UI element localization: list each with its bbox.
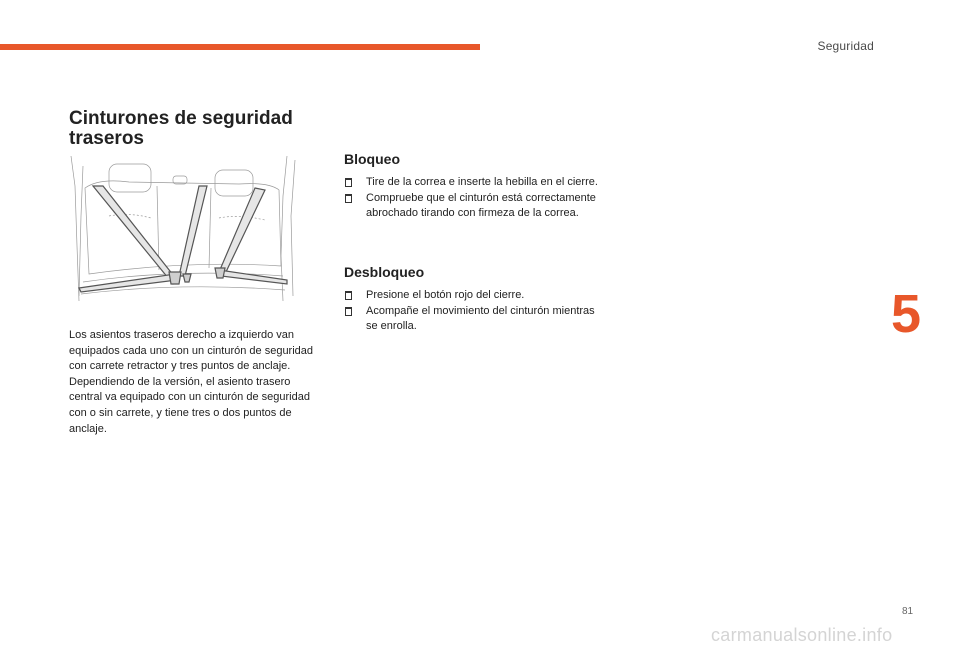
checkbox-bullet-icon bbox=[345, 178, 352, 187]
locking-title: Bloqueo bbox=[344, 151, 400, 167]
rear-seat-belts-illustration bbox=[69, 156, 299, 301]
intro-text bbox=[69, 328, 321, 437]
list-item bbox=[344, 191, 599, 222]
list-item bbox=[344, 288, 599, 304]
list-item bbox=[344, 175, 599, 191]
list-item bbox=[344, 304, 599, 335]
intro-paragraph: Dependiendo de la versión, el asiento trasero central va equipado con un cinturón de seguridad con o sin carrete, y tiene tres o dos puntos de anclaje. bbox=[69, 375, 310, 435]
checkbox-bullet-icon bbox=[345, 194, 352, 203]
page-title: Cinturones de seguridad traseros bbox=[69, 108, 293, 149]
step-text: Tire de la correa e inserte la hebilla en el cierre. bbox=[366, 176, 598, 188]
page-number: 81 bbox=[902, 606, 914, 617]
checkbox-bullet-icon bbox=[345, 291, 352, 300]
step-text: Compruebe que el cinturón está correctamente abrochado tirando con firmeza de la correa. bbox=[366, 191, 596, 220]
chapter-name: Seguridad bbox=[817, 39, 874, 53]
unlocking-steps bbox=[344, 288, 599, 335]
intro-paragraph: Los asientos traseros derecho a izquierdo van equipados cada uno con un cinturón de seguridad con carrete retractor y tres puntos de anclaje. bbox=[69, 329, 314, 373]
unlocking-title: Desbloqueo bbox=[344, 264, 425, 280]
checkbox-bullet-icon bbox=[345, 307, 352, 316]
chapter-accent-bar bbox=[0, 44, 480, 50]
locking-steps bbox=[344, 175, 599, 222]
watermark: carmanualsonline.info bbox=[711, 625, 893, 645]
step-text: Acompañe el movimiento del cinturón mientras se enrolla. bbox=[366, 304, 595, 333]
step-text: Presione el botón rojo del cierre. bbox=[366, 289, 525, 301]
chapter-number: 5 bbox=[891, 284, 922, 344]
